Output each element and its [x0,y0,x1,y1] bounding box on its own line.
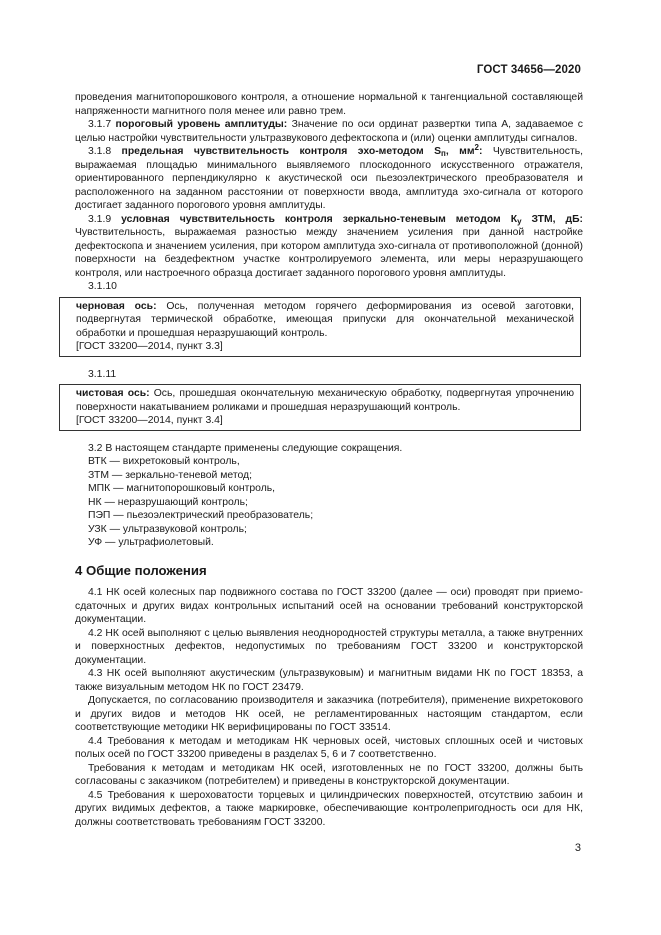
section-paragraph: 4.3 НК осей выполняют акустическим (ультразвуковым) и магнитным видами НК по ГОСТ 18353, а также визуальным методом НК по ГОСТ 23479. [75,668,583,693]
abbreviation-item: НК — неразрушающий контроль; [88,496,248,508]
quoted-definition-box [59,297,581,357]
section-paragraph: Допускается, по согласованию производителя и заказчика (потребителя), применение вихретокового и других видов и методов НК осей, не регламентированных настоящим стандартом, если соответствующие методики НК верифицированы по ГОСТ 33514. [75,695,583,733]
box-number: 3.1.10 [88,281,117,292]
continued-paragraph: проведения магнитопорошкового контроля, а отношение нормальной к тангенциальной составляющей напряженности магнитного поля менее или равно трем. [75,92,583,117]
page-content [75,91,583,829]
definition-term [121,143,483,158]
definition-term-subscript: п [441,149,446,158]
definition-3-1-8 [75,145,583,213]
section-paragraph: 4.5 Требования к шероховатости торцевых и цилиндрических поверхностей, отсутствию забоин и других видимых дефектов, а также маркировке, обеспечивающие контролепригодность оси для НК, должны соответствовать требованиям ГОСТ 33200. [75,789,583,828]
page-number: 3 [574,842,581,854]
definition-number: 3.1.9 [88,213,112,225]
definition-term [121,214,583,225]
definition-3-1-7 [75,118,583,145]
definition-term-part: условная чувствительность контроля зеркально-теневым методом К [121,213,518,225]
definition-number: 3.1.7 [88,119,112,130]
section-paragraph: 4.1 НК осей колесных пар подвижного состава по ГОСТ 33200 (далее — оси) проводят при приемо-сдаточных и других видах контрольных испытаний осей на основании требований конструкторской документации. [75,587,583,625]
definition-term-part: предельная чувствительность контроля эхо-методом S [121,146,441,157]
box-reference: [ГОСТ 33200—2014, пункт 3.3] [76,341,223,352]
definition-text: Значение по оси ординат развертки типа А, задаваемое с целью настройки чувствительности ультразвукового дефектоскопа и (или) оценки амплитуды сигналов. [75,119,583,144]
section-heading: 4 Общие положения [75,562,207,578]
section-paragraph: 4.4 Требования к методам и методикам НК черновых осей, чистовых сплошных осей и чистовых полых осей по ГОСТ 33200 приведены в разделах 5, 6 и 7 соответственно. [75,735,583,760]
abbreviation-item: УФ — ультрафиолетовый. [88,537,214,548]
box-definition [76,387,574,414]
definition-text: Чувствительность, выражаемая разностью между значением усиления при данной настройке дефектоскопа и значением усиления, при котором амплитуда эхо-сигнала от противоположной (донной) поверхности на бездефектном участке контролируемого элемента, или меры неразрушающего контроля, или настроечного образца достигает заданного порогового уровня амплитуды. [75,227,583,279]
definition-term-part: : [478,146,483,157]
box-term: черновая ось: [76,300,157,312]
abbreviation-item: ЗТМ — зеркально-теневой метод; [88,469,252,481]
box-term: чистовая ось: [76,388,150,399]
abbreviation-item: ВТК — вихретоковый контроль, [88,456,240,467]
abbreviation-item: УЗК — ультразвуковой контроль; [88,523,247,535]
abbreviations-list [75,442,583,550]
definition-term: пороговый уровень амплитуды: [115,119,288,130]
box-text: Ось, прошедшая окончательную механическую обработку, подвергнутая упрочнению поверхности накатыванием роликами и прошедшая неразрушающий контроль. [76,388,574,413]
section-paragraph: Требования к методам и методикам НК осей, изготовленных не по ГОСТ 33200, должны быть согласованы с заказчиком (потребителем) и приведены в конструкторской документации. [75,762,583,787]
abbreviations-intro: 3.2 В настоящем стандарте применены следующие сокращения. [88,442,403,454]
definition-3-1-9 [75,213,583,281]
abbreviation-item: ПЭП — пьезоэлектрический преобразователь; [88,510,314,521]
quoted-definition-box [59,384,581,431]
box-text: Ось, полученная методом горячего деформирования из осевой заготовки, подвергнутая термической обработке, имеющая припуски для окончательной механической обработки и прошедшая неразрушающий контроль. [76,300,574,339]
section-4-body [75,586,583,829]
box-reference: [ГОСТ 33200—2014, пункт 3.4] [76,415,223,426]
section-paragraph: 4.2 НК осей выполняют с целью выявления неоднородностей структуры металла, а также внутренних и поверхностных дефектов, недопустимых по требованиям ГОСТ 33200 и конструкторской документации. [75,627,583,666]
abbreviation-item: МПК — магнитопорошковый контроль, [88,483,276,494]
box-number: 3.1.11 [88,368,117,380]
definition-term-subscript: у [517,216,522,226]
definition-box-3-1-11 [59,368,581,431]
definition-number: 3.1.8 [88,146,112,157]
definition-box-3-1-10 [59,280,581,357]
definition-term-part: ЗТМ, дБ: [521,213,583,225]
definition-text: Чувствительность, выражаемая площадью минимального выявляемого плоскодонного искусственного отражателя, ориентированного перпендикулярно к акустической оси пьезоэлектрического преобразователя и расположенного на заданном расстоянии от поверхности ввода, амплитуда эхо-сигнала от которого достигает заданного порогового уровня амплитуды. [75,146,583,211]
page-header-doc-id: ГОСТ 34656—2020 [476,64,581,76]
definition-term-superscript: 2 [474,143,479,152]
definition-term-part: , мм [445,146,475,157]
box-definition [76,300,574,341]
